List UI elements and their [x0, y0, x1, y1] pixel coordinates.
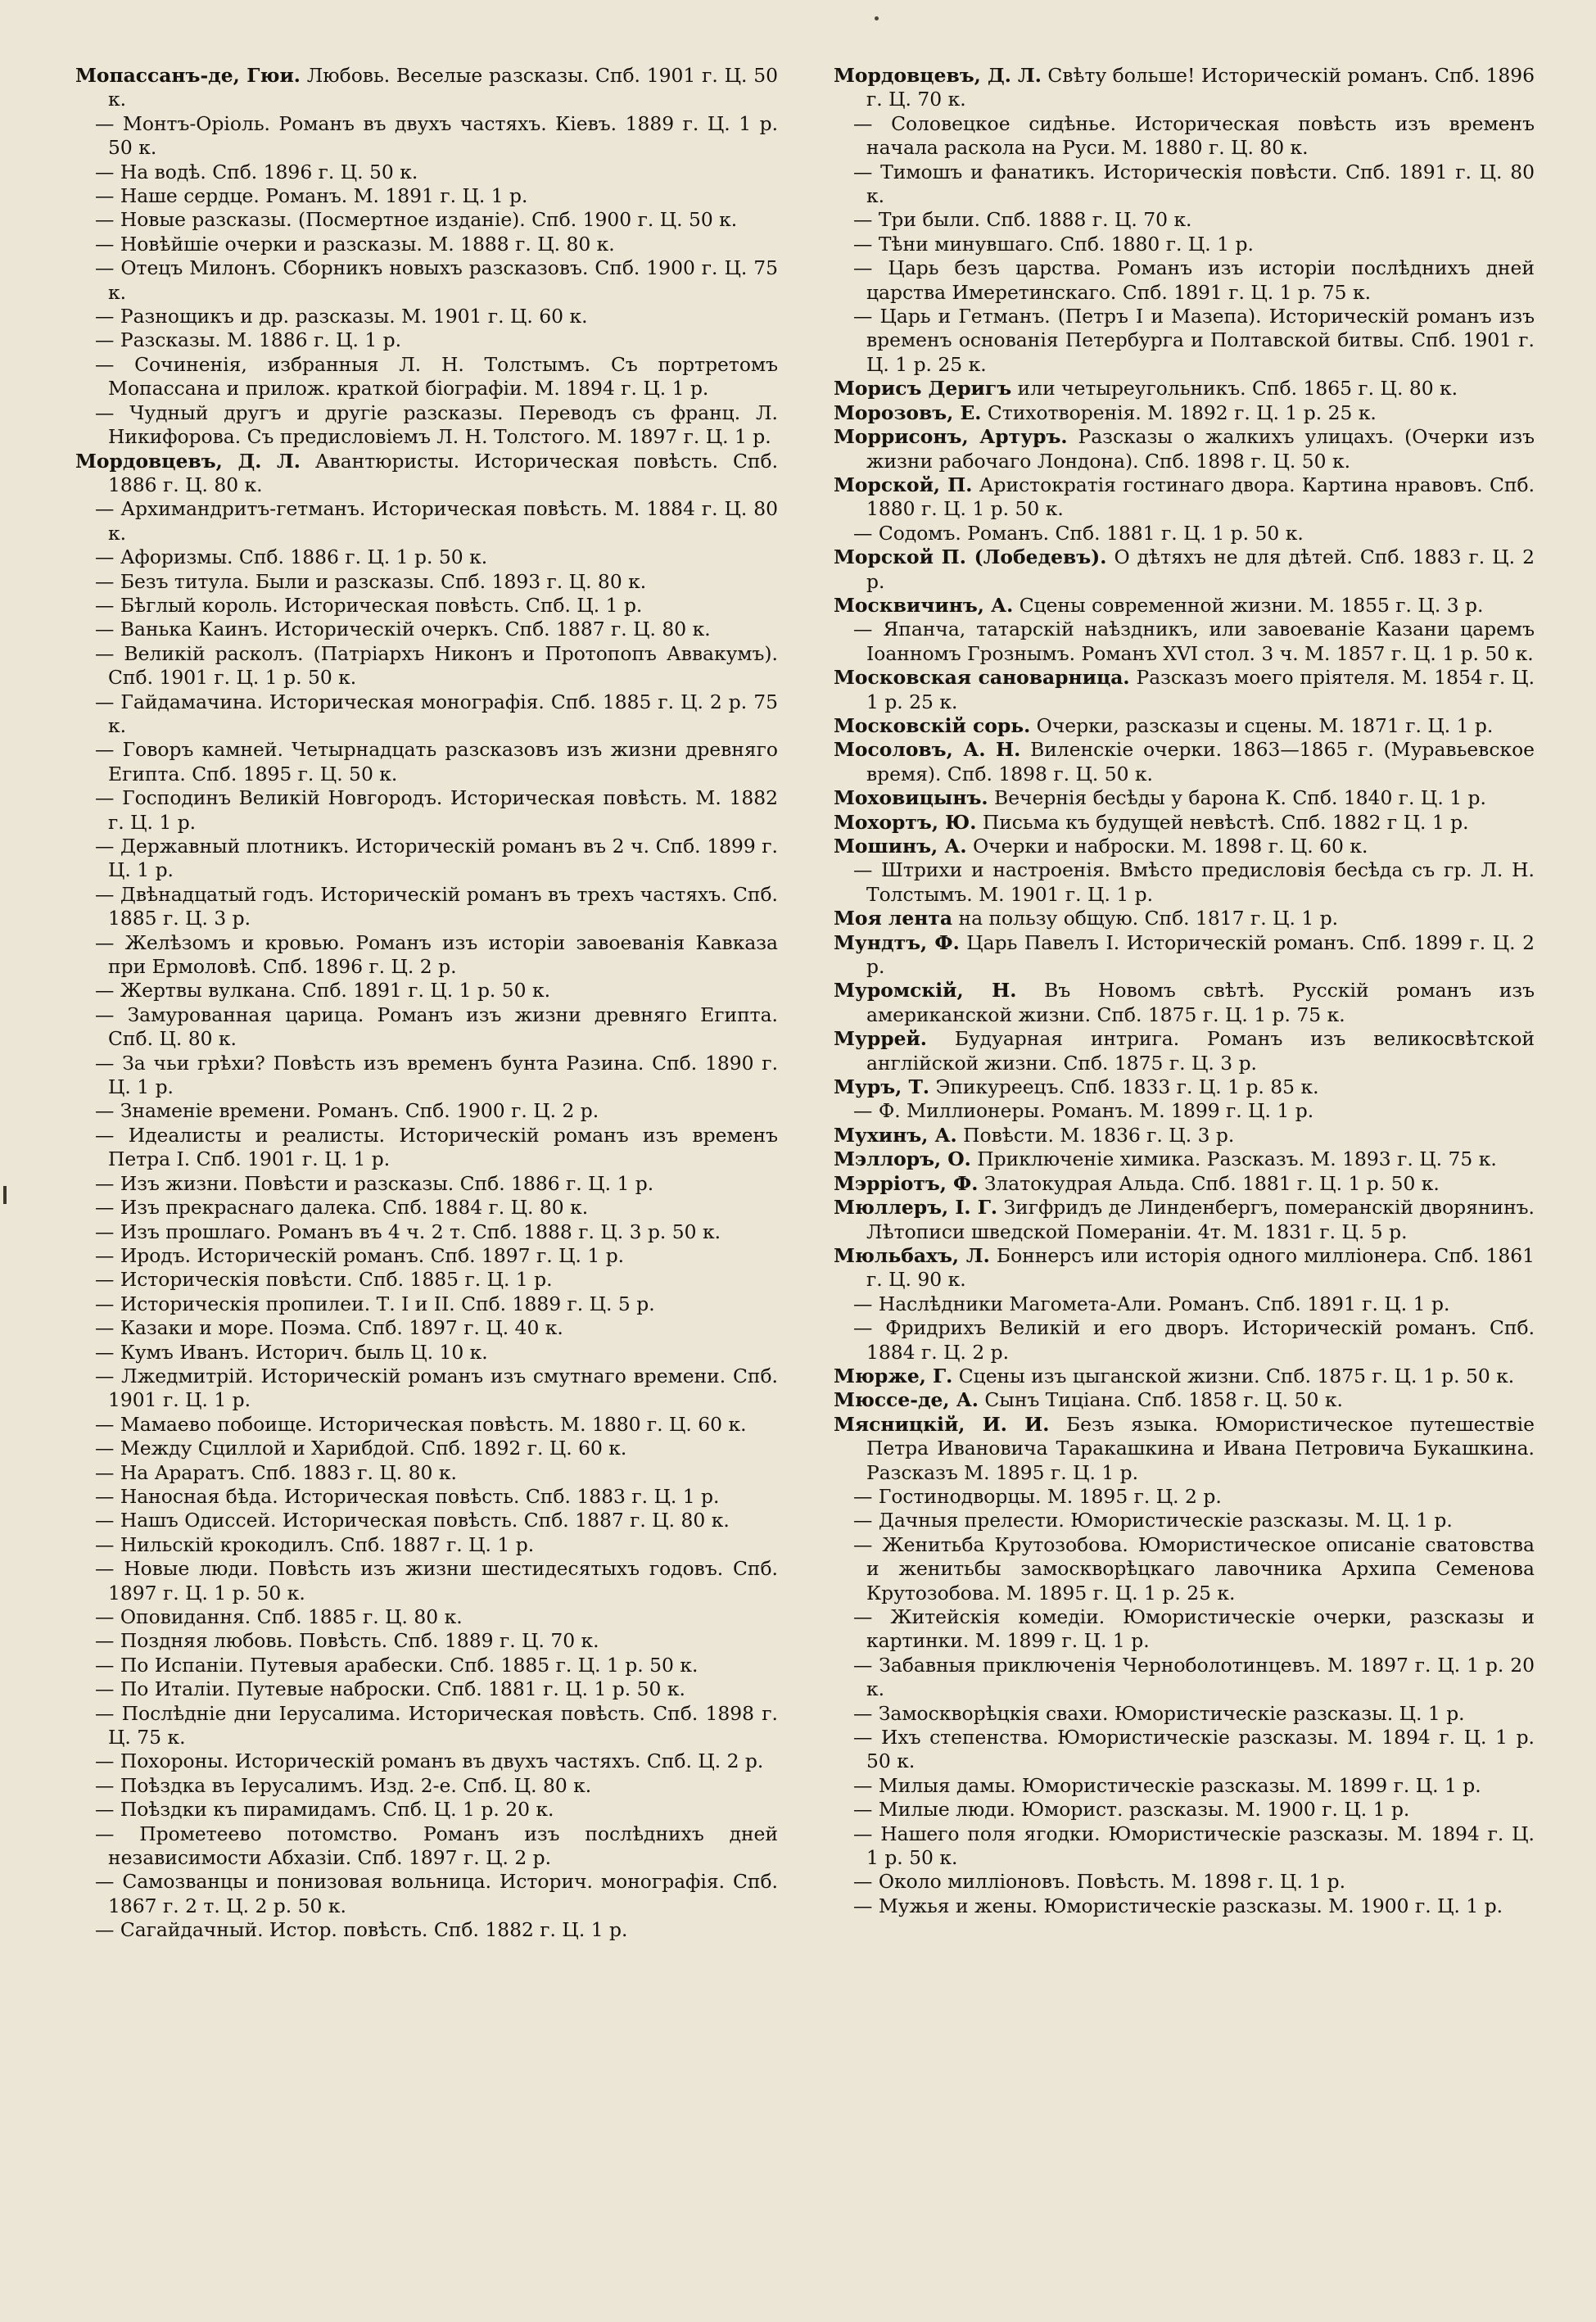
entry-text: — Новѣйшіе очерки и разсказы. М. 1888 г. Ц. 80 к. [95, 232, 615, 256]
catalog-entry [75, 1461, 778, 1485]
catalog-entry [75, 1798, 778, 1822]
catalog-entry [834, 1075, 1535, 1099]
catalog-entry [75, 233, 778, 256]
entry-text: — Дачныя прелести. Юмористическіе разсказы. М. Ц. 1 р. [853, 1509, 1453, 1532]
entry-text: — Великій расколъ. (Патріархъ Никонъ и Протопопъ Аввакумъ). Спб. 1901 г. Ц. 1 р. 50 к. [95, 641, 778, 690]
entry-text: — Державный плотникъ. Историческій романъ въ 2 ч. Спб. 1899 г. Ц. 1 р. [95, 835, 778, 882]
entry-author: Морской, П. [834, 473, 973, 496]
entry-author: Мюльбахъ, Л. [834, 1243, 990, 1267]
catalog-entry [75, 1124, 778, 1172]
entry-text: — Нашего поля ягодки. Юмористическіе разсказы. М. 1894 г. Ц. 1 р. 50 к. [853, 1822, 1535, 1870]
catalog-entry [75, 1413, 778, 1437]
catalog-entry [834, 786, 1535, 810]
catalog-entry [75, 1099, 778, 1123]
entry-author: Мохортъ, Ю. [834, 810, 977, 834]
entry-text: — Сочиненія, избранныя Л. Н. Толстымъ. Съ портретомъ Мопассана и прилож. краткой біографіи. М. 1894 г. Ц. 1 р. [95, 352, 778, 401]
entry-text: О дѣтяхъ не для дѣтей. Спб. 1883 г. Ц. 2 р. [866, 545, 1535, 593]
entry-text: — Двѣнадцатый годъ. Историческій романъ въ трехъ частяхъ. Спб. 1885 г. Ц. 3 р. [95, 882, 778, 930]
catalog-entry [75, 1822, 778, 1871]
entry-text: — Самозванцы и понизовая вольница. Историч. монографія. Спб. 1867 г. 2 т. Ц. 2 р. 50 к. [95, 1870, 778, 1917]
catalog-entry [75, 1365, 778, 1413]
entry-text: — Содомъ. Романъ. Спб. 1881 г. Ц. 1 р. 50 к. [853, 521, 1304, 545]
entry-text: — Сагайдачный. Истор. повѣсть. Спб. 1882 г. Ц. 1 р. [95, 1918, 628, 1942]
entry-author: Моховицынъ. [834, 786, 988, 810]
entry-text: или четыреугольникъ. Спб. 1865 г. Ц. 80 к. [1017, 377, 1458, 401]
catalog-entry [75, 208, 778, 232]
entry-text: — Монтъ-Оріоль. Романъ въ двухъ частяхъ. Кіевъ. 1889 г. Ц. 1 р. 50 к. [95, 111, 778, 160]
entry-text: — Гостинодворцы. М. 1895 г. Ц. 2 р. [853, 1484, 1222, 1508]
entry-author: Мясницкій, И. И. [834, 1412, 1050, 1436]
entry-text: — Милыя дамы. Юмористическіе разсказы. М. 1899 г. Ц. 1 р. [853, 1773, 1481, 1797]
catalog-entry [834, 1292, 1535, 1316]
catalog-entry [75, 184, 778, 208]
entry-text: Разсказы о жалкихъ улицахъ. (Очерки изъ жизни рабочаго Лондона). Спб. 1898 г. Ц. 50 к. [866, 425, 1535, 473]
catalog-entry [75, 1918, 778, 1942]
entry-author: Мюссе-де, А. [834, 1388, 979, 1412]
entry-text: — Ванька Каинъ. Историческій очеркъ. Спб. 1887 г. Ц. 80 к. [95, 618, 711, 641]
entry-text: — Поздняя любовь. Повѣсть. Спб. 1889 г. Ц. 70 к. [95, 1629, 599, 1653]
entry-author: Моррисонъ, Артуръ. [834, 425, 1068, 449]
entry-text: — Тѣни минувшаго. Спб. 1880 г. Ц. 1 р. [853, 232, 1254, 256]
catalog-entry [834, 545, 1535, 594]
catalog-entry [75, 738, 778, 786]
entry-text: — Соловецкое сидѣнье. Историческая повѣсть изъ временъ начала раскола на Руси. М. 1880 г. Ц. 80 к. [853, 111, 1535, 160]
entry-text: — Изъ жизни. Повѣсти и разсказы. Спб. 1886 г. Ц. 1 р. [95, 1171, 654, 1195]
catalog-entry [75, 1485, 778, 1509]
entry-text: — Тимошъ и фанатикъ. Историческія повѣсти. Спб. 1891 г. Ц. 80 к. [853, 160, 1535, 208]
catalog-entry [834, 907, 1535, 930]
catalog-entry [75, 1677, 778, 1701]
catalog-entry [75, 450, 778, 498]
entry-author: Морозовъ, Е. [834, 401, 982, 424]
catalog-entry [75, 1605, 778, 1629]
catalog-entry [75, 1268, 778, 1292]
catalog-entry [834, 1774, 1535, 1798]
catalog-entry [834, 1605, 1535, 1654]
entry-text: — Отецъ Милонъ. Сборникъ новыхъ разсказовъ. Спб. 1900 г. Ц. 75 к. [95, 256, 778, 304]
entry-text: — По Италіи. Путевые наброски. Спб. 1881 г. Ц. 1 р. 50 к. [95, 1677, 685, 1701]
right-column [834, 64, 1535, 1918]
entry-text: — Желѣзомъ и кровью. Романъ изъ исторіи завоеванія Кавказа при Ермоловѣ. Спб. 1896 г. Ц. 2 р. [95, 930, 778, 979]
entry-text: — На водѣ. Спб. 1896 г. Ц. 50 к. [95, 160, 418, 183]
entry-author: Мордовцевъ, Д. Л. [834, 64, 1042, 87]
entry-text: — Ф. Миллионеры. Романъ. М. 1899 г. Ц. 1 р. [853, 1099, 1314, 1123]
entry-text: — Поѣздки къ пирамидамъ. Спб. Ц. 1 р. 20 к. [95, 1798, 554, 1822]
catalog-entry [75, 1316, 778, 1340]
entry-text: — Наносная бѣда. Историческая повѣсть. Спб. 1883 г. Ц. 1 р. [95, 1484, 720, 1508]
catalog-entry [834, 522, 1535, 545]
entry-text: Аристократія гостинаго двора. Картина нравовъ. Спб. 1880 г. Ц. 1 р. 50 к. [866, 473, 1535, 521]
entry-text: — Между Сциллой и Харибдой. Спб. 1892 г. Ц. 60 к. [95, 1437, 627, 1460]
entry-text: Сцены изъ цыганской жизни. Спб. 1875 г. Ц. 1 р. 50 к. [958, 1364, 1515, 1387]
catalog-entry [75, 112, 778, 161]
entry-text: — Историческія пропилеи. Т. I и II. Спб. 1889 г. Ц. 5 р. [95, 1292, 655, 1315]
catalog-entry [75, 1557, 778, 1605]
catalog-entry [834, 618, 1535, 666]
catalog-entry [834, 979, 1535, 1027]
catalog-entry [75, 642, 778, 690]
catalog-entry [834, 1654, 1535, 1702]
entry-text: — Архимандритъ-гетманъ. Историческая повѣсть. М. 1884 г. Ц. 80 к. [95, 497, 778, 545]
entry-author: Морисъ Деригъ [834, 377, 1012, 401]
catalog-entry [834, 1196, 1535, 1244]
catalog-entry [75, 690, 778, 739]
entry-text: — Нильскій крокодилъ. Спб. 1887 г. Ц. 1 р. [95, 1532, 535, 1556]
entry-text: — Изъ прекраснаго далека. Спб. 1884 г. Ц. 80 к. [95, 1196, 589, 1220]
entry-author: Мэрріотъ, Ф. [834, 1171, 979, 1195]
catalog-entry [75, 497, 778, 545]
entry-text: — Царь безъ царства. Романъ изъ исторіи послѣднихъ дней царства Имеретинскаго. Спб. 1891 г. Ц. 1 р. 75 к. [853, 256, 1535, 304]
entry-text: — Наше сердце. Романъ. М. 1891 г. Ц. 1 р. [95, 184, 528, 208]
entry-text: — Оповидання. Спб. 1885 г. Ц. 80 к. [95, 1605, 463, 1628]
entry-text: Вечернія бесѣды у барона К. Спб. 1840 г. Ц. 1 р. [994, 786, 1486, 810]
entry-text: Приключеніе химика. Разсказъ. М. 1893 г. Ц. 75 к. [977, 1147, 1497, 1171]
entry-text: — Идеалисты и реалисты. Историческій романъ изъ временъ Петра I. Спб. 1901 г. Ц. 1 р. [95, 1123, 778, 1171]
entry-text: Письма къ будущей невѣстѣ. Спб. 1882 г Ц. 1 р. [982, 810, 1469, 834]
catalog-entry [834, 1147, 1535, 1171]
entry-author: Муръ, Т. [834, 1075, 929, 1099]
catalog-entry [75, 353, 778, 401]
entry-text: — Царь и Гетманъ. (Петръ I и Мазепа). Историческій романъ изъ временъ основанія Петербурга и Полтавской битвы. Спб. 1901 г. Ц. 1 р. 25 к. [853, 305, 1535, 376]
catalog-entry [834, 305, 1535, 377]
entry-text: — Поѣздка въ Іерусалимъ. Изд. 2-е. Спб. Ц. 80 к. [95, 1773, 592, 1797]
entry-text: — Говоръ камней. Четырнадцать разсказовъ изъ жизни древняго Египта. Спб. 1895 г. Ц. 50 к. [95, 738, 778, 785]
catalog-entry [75, 1341, 778, 1365]
entry-text: Зигфридъ де Линденбергъ, померанскій дворянинъ. Лѣтописи шведской Помераніи. 4т. М. 1831 г. Ц. 5 р. [866, 1196, 1535, 1243]
catalog-entry [834, 1124, 1535, 1147]
catalog-entry [834, 594, 1535, 618]
entry-text: — Житейскія комедіи. Юмористическіе очерки, разсказы и картинки. М. 1899 г. Ц. 1 р. [853, 1605, 1535, 1653]
entry-text: — Разнощикъ и др. разсказы. М. 1901 г. Ц. 60 к. [95, 305, 588, 328]
catalog-entry [834, 1798, 1535, 1822]
entry-author: Московскій сорь. [834, 713, 1031, 737]
catalog-entry [834, 1822, 1535, 1871]
entry-author: Мундтъ, Ф. [834, 930, 960, 954]
catalog-entry [75, 618, 778, 641]
catalog-entry [834, 1533, 1535, 1605]
entry-text: Стихотворенія. М. 1892 г. Ц. 1 р. 25 к. [987, 401, 1377, 424]
catalog-entry [834, 1894, 1535, 1918]
catalog-entry [834, 473, 1535, 522]
entry-author: Московская сановарница. [834, 666, 1130, 690]
catalog-entry [834, 835, 1535, 858]
entry-text: Авантюристы. Историческая повѣсть. Спб. 1886 г. Ц. 80 к. [108, 449, 779, 496]
catalog-entry [834, 1509, 1535, 1532]
entry-text: — Замоскворѣцкія свахи. Юмористическіе разсказы. Ц. 1 р. [853, 1701, 1465, 1725]
entry-author: Мошинъ, А. [834, 835, 967, 858]
entry-text: — На Араратъ. Спб. 1883 г. Ц. 80 к. [95, 1460, 457, 1484]
entry-author: Моя лента [834, 907, 953, 930]
entry-text: — Похороны. Историческій романъ въ двухъ частяхъ. Спб. Ц. 2 р. [95, 1749, 764, 1773]
catalog-entry [834, 425, 1535, 473]
catalog-entry [834, 1413, 1535, 1485]
catalog-entry [834, 811, 1535, 835]
catalog-entry [834, 208, 1535, 232]
entry-text: — Мамаево побоище. Историческая повѣсть. М. 1880 г. Ц. 60 к. [95, 1412, 747, 1436]
catalog-entry [834, 377, 1535, 401]
entry-author: Мэллоръ, О. [834, 1147, 971, 1171]
catalog-entry [75, 979, 778, 1003]
catalog-entry [834, 401, 1535, 425]
catalog-entry [75, 883, 778, 931]
catalog-entry [75, 786, 778, 835]
entry-text: — Забавныя приключенія Черноболотинцевъ. М. 1897 г. Ц. 1 р. 20 к. [853, 1653, 1535, 1701]
entry-text: — Новые разсказы. (Посмертное изданіе). Спб. 1900 г. Ц. 50 к. [95, 208, 738, 232]
catalog-entry [834, 1099, 1535, 1123]
catalog-entry [834, 233, 1535, 256]
entry-author: Мухинъ, А. [834, 1123, 957, 1147]
entry-text: — Ихъ степенства. Юмористическіе разсказы. М. 1894 г. Ц. 1 р. 50 к. [853, 1726, 1535, 1773]
entry-text: Эпикуреецъ. Спб. 1833 г. Ц. 1 р. 85 к. [935, 1075, 1319, 1099]
entry-text: — Лжедмитрій. Историческій романъ изъ смутнаго времени. Спб. 1901 г. Ц. 1 р. [95, 1364, 778, 1412]
entry-author: Москвичинъ, А. [834, 593, 1014, 617]
entry-text: — Милые люди. Юморист. разсказы. М. 1900 г. Ц. 1 р. [853, 1798, 1410, 1822]
catalog-entry [75, 328, 778, 352]
entry-text: — Наслѣдники Магомета-Али. Романъ. Спб. 1891 г. Ц. 1 р. [853, 1292, 1450, 1315]
entry-text: Царь Павелъ I. Историческій романъ. Спб. 1899 г. Ц. 2 р. [866, 930, 1535, 979]
entry-author: Мопассанъ-де, Гюи. [75, 64, 301, 87]
catalog-entry [75, 1244, 778, 1268]
entry-text: — Около милліоновъ. Повѣсть. М. 1898 г. Ц. 1 р. [853, 1870, 1346, 1894]
catalog-entry [75, 835, 778, 883]
entry-text: — Афоризмы. Спб. 1886 г. Ц. 1 р. 50 к. [95, 545, 488, 569]
entry-text: — Бѣглый король. Историческая повѣсть. Спб. Ц. 1 р. [95, 593, 643, 617]
catalog-entry [75, 1629, 778, 1653]
left-column [75, 64, 778, 1943]
catalog-entry [75, 1870, 778, 1918]
catalog-entry [75, 570, 778, 594]
catalog-entry [75, 594, 778, 618]
entry-text: на пользу общую. Спб. 1817 г. Ц. 1 р. [958, 907, 1339, 930]
entry-text: — Изъ прошлаго. Романъ въ 4 ч. 2 т. Спб. 1888 г. Ц. 3 р. 50 к. [95, 1220, 721, 1243]
entry-text: Златокудрая Альда. Спб. 1881 г. Ц. 1 р. 50 к. [983, 1171, 1440, 1195]
catalog-entry [834, 1027, 1535, 1075]
catalog-entry [75, 305, 778, 328]
entry-text: — Господинъ Великій Новгородъ. Историческая повѣсть. М. 1882 г. Ц. 1 р. [95, 786, 778, 834]
entry-author: Мюллеръ, I. Г. [834, 1196, 998, 1220]
entry-text: — Жертвы вулкана. Спб. 1891 г. Ц. 1 р. 50 к. [95, 979, 551, 1003]
catalog-entry [75, 64, 778, 112]
entry-text: Очерки, разсказы и сцены. М. 1871 г. Ц. 1 р. [1036, 713, 1494, 737]
catalog-entry [75, 1533, 778, 1557]
catalog-entry [75, 1702, 778, 1750]
entry-text: Виленскіе очерки. 1863—1865 г. (Муравьевское время). Спб. 1898 г. Ц. 50 к. [866, 738, 1535, 785]
catalog-entry [834, 1316, 1535, 1365]
entry-text: Очерки и наброски. М. 1898 г. Ц. 60 к. [972, 835, 1368, 858]
catalog-entry [75, 1196, 778, 1220]
entry-text: Повѣсти. М. 1836 г. Ц. 3 р. [963, 1123, 1235, 1147]
entry-text: — Историческія повѣсти. Спб. 1885 г. Ц. 1 р. [95, 1268, 553, 1292]
entry-author: Муррей. [834, 1027, 927, 1051]
catalog-entry [75, 1172, 778, 1196]
catalog-entry [75, 161, 778, 184]
entry-text: — Безъ титула. Были и разсказы. Спб. 1893 г. Ц. 80 к. [95, 569, 647, 593]
entry-author: Морской П. (Лобедевъ). [834, 545, 1107, 569]
entry-text: — Три были. Спб. 1888 г. Ц. 70 к. [853, 208, 1192, 232]
entry-text: — Чудный другъ и другіе разсказы. Переводъ съ франц. Л. Никифорова. Съ предисловіемъ Л. Н. Толстого. М. 1897 г. Ц. 1 р. [95, 401, 778, 449]
catalog-entry [834, 1388, 1535, 1412]
catalog-entry [834, 1870, 1535, 1894]
catalog-entry [75, 1220, 778, 1244]
catalog-entry [834, 64, 1535, 112]
catalog-entry [834, 1244, 1535, 1292]
catalog-entry [834, 112, 1535, 161]
entry-author: Мосоловъ, А. Н. [834, 738, 1021, 762]
entry-text: Безъ языка. Юмористическое путешествіе Петра Ивановича Таракашкина и Ивана Петровича Букашкина. Разсказъ М. 1895 г. Ц. 1 р. [866, 1412, 1535, 1484]
entry-text: Сынъ Тиціана. Спб. 1858 г. Ц. 50 к. [984, 1388, 1343, 1412]
entry-text: — Япанча, татарскій наѣздникъ, или завоеваніе Казани царемъ Іоанномъ Грознымъ. Романъ XVI стол. 3 ч. М. 1857 г. Ц. 1 р. 50 к. [853, 618, 1535, 665]
catalog-entry [75, 1749, 778, 1773]
entry-author: Мюржe, Г. [834, 1364, 953, 1387]
entry-text: — Прометеево потомство. Романъ изъ послѣднихъ дней независимости Абхазіи. Спб. 1897 г. Ц. 2 р. [95, 1822, 778, 1870]
catalog-entry [834, 1365, 1535, 1388]
entry-text: — Казаки и море. Поэма. Спб. 1897 г. Ц. 40 к. [95, 1316, 563, 1340]
catalog-entry [834, 1702, 1535, 1726]
catalog-entry [834, 1726, 1535, 1774]
entry-text: Свѣту больше! Историческій романъ. Спб. 1896 г. Ц. 70 к. [866, 64, 1535, 111]
entry-text: — Фридрихъ Великій и его дворъ. Историческій романъ. Спб. 1884 г. Ц. 2 р. [853, 1316, 1535, 1364]
catalog-entry [75, 1509, 778, 1532]
catalog-entry [75, 931, 778, 980]
catalog-entry [75, 1774, 778, 1798]
catalog-entry [834, 931, 1535, 980]
entry-text: Сцены современной жизни. М. 1855 г. Ц. 3 р. [1019, 593, 1484, 617]
catalog-entry [75, 1654, 778, 1677]
catalog-entry [834, 256, 1535, 305]
entry-text: Будуарная интрига. Романъ изъ великосвѣтской англійской жизни. Спб. 1875 г. Ц. 3 р. [866, 1027, 1535, 1075]
entry-text: — Новые люди. Повѣсть изъ жизни шестидесятыхъ годовъ. Спб. 1897 г. Ц. 1 р. 50 к. [95, 1557, 778, 1605]
margin-mark [3, 1186, 7, 1204]
entry-text: — Замурованная царица. Романъ изъ жизни древняго Египта. Спб. Ц. 80 к. [95, 1003, 778, 1051]
entry-text: — Послѣдніе дни Іерусалима. Историческая повѣсть. Спб. 1898 г. Ц. 75 к. [95, 1701, 778, 1749]
entry-text: — За чьи грѣхи? Повѣсть изъ временъ бунта Разина. Спб. 1890 г. Ц. 1 р. [95, 1051, 778, 1099]
catalog-entry [75, 1437, 778, 1460]
entry-text: Боннерсъ или исторія одного милліонера. Спб. 1861 г. Ц. 90 к. [866, 1243, 1535, 1292]
catalog-entry [834, 738, 1535, 786]
catalog-entry [834, 161, 1535, 209]
catalog-entry [834, 1485, 1535, 1509]
entry-text: — Женитьба Крутозобова. Юмористическое описаніе сватовства и женитьбы замоскворѣцкаго лавочника Архипа Семенова Крутозобова. М. 1895 г. Ц. 1 р. 25 к. [853, 1532, 1535, 1605]
catalog-entry [75, 401, 778, 450]
entry-text: — Разсказы. М. 1886 г. Ц. 1 р. [95, 328, 402, 352]
entry-text: — Знаменіе времени. Романъ. Спб. 1900 г. Ц. 2 р. [95, 1099, 599, 1123]
entry-text: Любовь. Веселые разсказы. Спб. 1901 г. Ц. 50 к. [108, 64, 778, 111]
catalog-entry [834, 858, 1535, 907]
catalog-entry [834, 1172, 1535, 1196]
catalog-entry [75, 545, 778, 569]
entry-text: Въ Новомъ свѣтѣ. Русскій романъ изъ американской жизни. Спб. 1875 г. Ц. 1 р. 75 к. [866, 979, 1535, 1026]
catalog-entry [75, 1292, 778, 1316]
entry-author: Муромскій, Н. [834, 979, 1017, 1003]
entry-text: — Гайдамачина. Историческая монографія. Спб. 1885 г. Ц. 2 р. 75 к. [95, 690, 778, 737]
catalog-entry [75, 256, 778, 305]
catalog-entry [834, 714, 1535, 738]
catalog-entry [75, 1052, 778, 1100]
entry-text: — Кумъ Иванъ. Историч. быль Ц. 10 к. [95, 1340, 488, 1364]
catalog-entry [834, 666, 1535, 714]
entry-text: — По Испаніи. Путевыя арабески. Спб. 1885 г. Ц. 1 р. 50 к. [95, 1653, 699, 1677]
entry-text: — Нашъ Одиссей. Историческая повѣсть. Спб. 1887 г. Ц. 80 к. [95, 1509, 730, 1532]
entry-text: — Иродъ. Историческій романъ. Спб. 1897 г. Ц. 1 р. [95, 1243, 625, 1267]
entry-author: Мордовцевъ, Д. Л. [75, 449, 301, 473]
entry-text: — Штрихи и настроенія. Вмѣсто предисловія бесѣда съ гр. Л. Н. Толстымъ. М. 1901 г. Ц. 1 р. [853, 858, 1535, 906]
entry-text: — Мужья и жены. Юмористическіе разсказы. М. 1900 г. Ц. 1 р. [853, 1894, 1503, 1917]
page-speck [875, 16, 879, 20]
entry-text: Разсказъ моего пріятеля. М. 1854 г. Ц. 1 р. 25 к. [866, 666, 1535, 713]
catalog-entry [75, 1003, 778, 1052]
